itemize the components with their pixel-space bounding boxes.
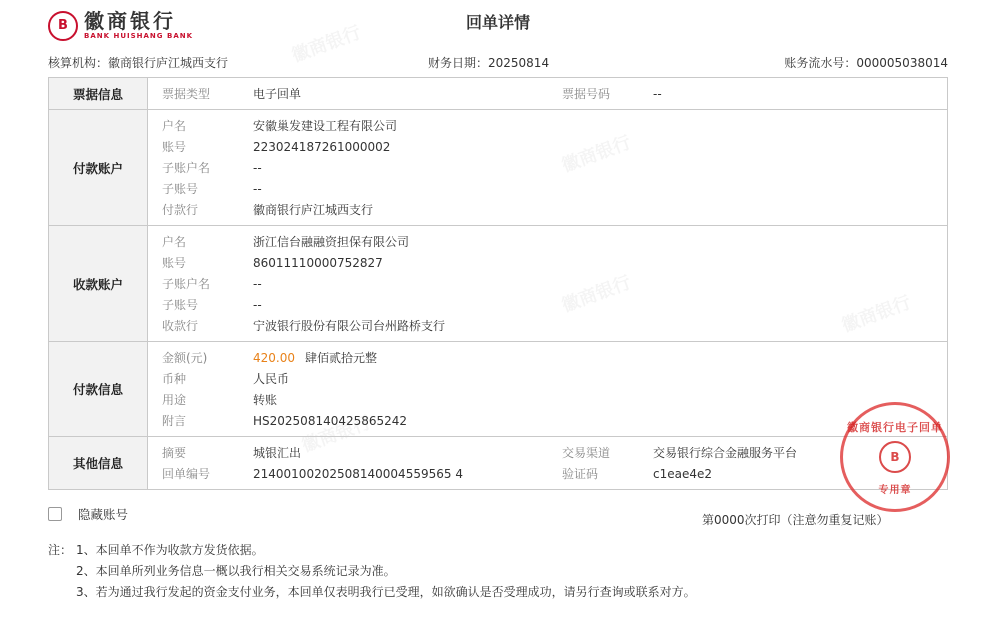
section-payee-account: 收款账户 <box>49 226 148 342</box>
section-payer-account: 付款账户 <box>49 110 148 226</box>
currency-value: 人民币 <box>253 372 290 386</box>
verification-code-label: 验证码 <box>562 467 599 481</box>
print-count: 第0000次打印（注意勿重复记账） <box>702 513 889 527</box>
hide-account-label[interactable]: 隐藏账号 <box>78 507 129 522</box>
receipt-number-label: 回单编号 <box>162 467 211 481</box>
payer-account-value: 223024187261000002 <box>253 139 391 154</box>
section-payment-info: 付款信息 <box>49 342 148 437</box>
payee-name-value: 浙江信台融融资担保有限公司 <box>253 235 410 249</box>
payer-name-value: 安徽巢发建设工程有限公司 <box>253 119 398 133</box>
summary-label: 摘要 <box>162 446 187 460</box>
payer-account-label: 账号 <box>162 140 187 154</box>
receipt-number-value: 21400100202508140004559565 4 <box>253 466 463 481</box>
payee-bank-value: 宁波银行股份有限公司台州路桥支行 <box>253 319 446 333</box>
purpose-label: 用途 <box>162 393 187 407</box>
section-other-info: 其他信息 <box>49 437 148 490</box>
payer-bank-value: 徽商银行庐江城西支行 <box>253 203 374 217</box>
payee-account-value: 86011110000752827 <box>253 255 383 270</box>
seal-bottom-text: 专用章 <box>878 485 912 496</box>
channel-value: 交易银行综合金融服务平台 <box>653 446 798 460</box>
remark-label: 附言 <box>162 414 187 428</box>
payee-subaccount-name-label: 子账户名 <box>162 277 211 291</box>
payee-name-label: 户名 <box>162 235 187 249</box>
payer-subaccount-value: -- <box>253 181 262 196</box>
ticket-type-value: 电子回单 <box>253 87 302 101</box>
amount-in-words: 肆佰贰拾元整 <box>305 351 378 365</box>
purpose-value: 转账 <box>253 393 278 407</box>
payee-row <box>49 226 948 342</box>
seal-top-text: 徽商银行电子回单 <box>847 421 943 434</box>
notes-prefix <box>48 561 76 582</box>
note-item: 2、本回单所列业务信息一概以我行相关交易系统记录为准。 <box>76 564 396 578</box>
payee-subaccount-value: -- <box>253 297 262 312</box>
ticket-no-value: -- <box>653 86 662 101</box>
payer-subaccount-label: 子账号 <box>162 182 199 196</box>
payer-subaccount-name-value: -- <box>253 160 262 175</box>
notes-prefix <box>48 582 76 603</box>
summary-value: 城银汇出 <box>253 446 302 460</box>
receipt-table <box>48 77 948 490</box>
bank-name: 徽商银行 <box>84 9 176 33</box>
ticket-info-row <box>49 78 948 110</box>
bank-name-en: BANK HUISHANG BANK <box>84 32 194 40</box>
hide-account-toggle[interactable] <box>48 505 128 523</box>
electronic-seal <box>840 402 950 512</box>
payee-subaccount-label: 子账号 <box>162 298 199 312</box>
payee-bank-label: 收款行 <box>162 319 199 333</box>
notes <box>48 540 696 603</box>
bank-logo-icon: B <box>48 11 78 41</box>
payer-subaccount-name-label: 子账户名 <box>162 161 211 175</box>
page-title: 回单详情 <box>465 13 530 32</box>
payment-row <box>49 342 948 437</box>
ticket-no-label: 票据号码 <box>562 87 611 101</box>
note-item: 1、本回单不作为收款方发货依据。 <box>76 543 264 557</box>
channel-label: 交易渠道 <box>562 446 611 460</box>
seal-logo-icon: B <box>879 441 911 473</box>
payee-account-label: 账号 <box>162 256 187 270</box>
payer-name-label: 户名 <box>162 119 187 133</box>
accounting-org: 核算机构：徽商银行庐江城西支行 <box>48 56 229 70</box>
hide-account-checkbox[interactable] <box>48 507 62 521</box>
currency-label: 币种 <box>162 372 187 386</box>
notes-prefix: 注： <box>48 543 73 557</box>
note-item: 3、若为通过我行发起的资金支付业务，本回单仅表明我行已受理，如欲确认是否受理成功，请另行查询或联系对方。 <box>76 585 696 599</box>
ticket-type-label: 票据类型 <box>162 87 211 101</box>
section-ticket-info: 票据信息 <box>49 78 148 110</box>
payer-bank-label: 付款行 <box>162 203 199 217</box>
verification-code-value: c1eae4e2 <box>653 466 713 481</box>
finance-date: 财务日期：20250814 <box>428 56 550 70</box>
amount-value: 420.00 <box>253 350 295 365</box>
header <box>0 0 996 44</box>
payer-row <box>49 110 948 226</box>
remark-value: HS202508140425865242 <box>253 413 408 428</box>
serial-number: 账务流水号：000005038014 <box>784 56 948 70</box>
amount-label: 金额(元) <box>162 351 208 365</box>
other-info-row <box>49 437 948 490</box>
payee-subaccount-name-value: -- <box>253 276 262 291</box>
